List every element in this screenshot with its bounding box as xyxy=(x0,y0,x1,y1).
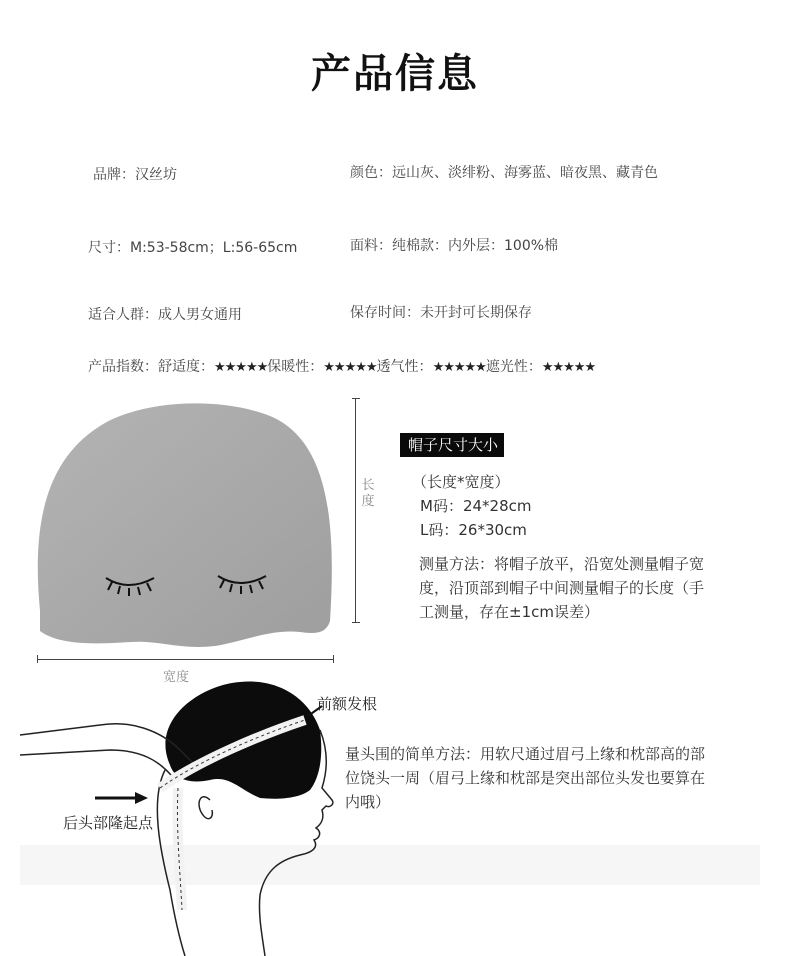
index-label: 产品指数： xyxy=(88,359,158,375)
index-breathability-stars: ★★★★★ xyxy=(432,360,486,375)
length-label: 长度 xyxy=(361,478,375,509)
index-breathability-label: 透气性： xyxy=(376,359,433,375)
product-index-row xyxy=(88,356,595,376)
hat-measure-method: 测量方法：将帽子放平，沿宽处测量帽子宽度，沿顶部到帽子中间测量帽子的长度（手工测量，存在±1cm误差） xyxy=(419,555,705,621)
index-warmth-stars: ★★★★★ xyxy=(323,360,377,375)
index-comfort-stars: ★★★★★ xyxy=(214,360,268,375)
back-head-point-label: 后头部隆起点 xyxy=(63,814,154,832)
info-brand: 品牌：汉丝坊 xyxy=(93,167,177,183)
length-measure-line xyxy=(352,398,360,623)
info-storage: 保存时间：未开封可长期保存 xyxy=(350,305,532,321)
size-spec-block xyxy=(412,470,531,542)
size-header: （长度*宽度） xyxy=(412,473,510,491)
hat-body-shape xyxy=(38,403,332,647)
info-fabric: 面料：纯棉款：内外层：100%棉 xyxy=(350,238,559,254)
hat-image xyxy=(30,396,350,686)
index-shading-stars: ★★★★★ xyxy=(541,360,596,375)
page-title: 产品信息 xyxy=(311,51,479,97)
head-measure-method: 量头围的简单方法：用软尺通过眉弓上缘和枕部高的部位饶头一周（眉弓上缘和枕部是突出部位头发也要算在内哦） xyxy=(345,745,706,811)
index-warmth-label: 保暖性： xyxy=(267,359,324,375)
size-l: L码：26*30cm xyxy=(420,521,527,539)
front-hairline-label: 前额发根 xyxy=(317,695,378,713)
info-color: 颜色：远山灰、淡绯粉、海雾蓝、暗夜黑、藏青色 xyxy=(350,165,658,181)
width-label: 宽度 xyxy=(163,670,190,685)
size-badge: 帽子尺寸大小 xyxy=(400,433,504,457)
size-m: M码：24*28cm xyxy=(420,497,532,515)
info-audience: 适合人群：成人男女通用 xyxy=(88,307,242,323)
index-shading-label: 遮光性： xyxy=(485,359,542,375)
info-size: 尺寸：M:53-58cm；L:56-65cm xyxy=(88,240,298,256)
ear-icon xyxy=(199,797,212,819)
width-measure-line xyxy=(37,655,334,663)
index-comfort-label: 舒适度： xyxy=(158,359,214,375)
